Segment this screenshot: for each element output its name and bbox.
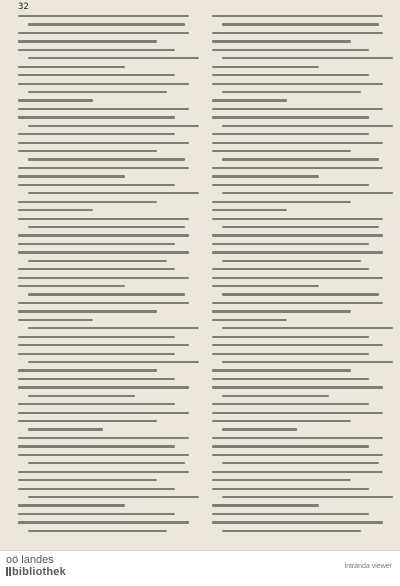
directory-entry xyxy=(18,383,196,391)
directory-entry xyxy=(18,130,196,138)
directory-entry xyxy=(18,113,196,121)
directory-entry xyxy=(212,299,390,307)
right-column xyxy=(212,12,390,535)
directory-entry xyxy=(212,223,390,231)
directory-entry xyxy=(18,333,196,341)
directory-entry xyxy=(18,105,196,113)
directory-entry xyxy=(18,501,196,509)
directory-entry xyxy=(18,240,196,248)
directory-entry xyxy=(18,231,196,239)
directory-entry xyxy=(212,198,390,206)
directory-entry xyxy=(18,88,196,96)
directory-entry xyxy=(212,113,390,121)
directory-entry xyxy=(18,96,196,104)
directory-entry xyxy=(212,324,390,332)
directory-entry xyxy=(18,139,196,147)
directory-entry xyxy=(212,358,390,366)
directory-entry xyxy=(18,442,196,450)
directory-entry xyxy=(18,459,196,467)
directory-entry xyxy=(18,172,196,180)
directory-entry xyxy=(212,139,390,147)
library-logo[interactable] xyxy=(6,554,66,578)
directory-entry xyxy=(18,257,196,265)
directory-entry xyxy=(212,88,390,96)
directory-entry xyxy=(212,442,390,450)
directory-entry xyxy=(212,341,390,349)
directory-entry xyxy=(18,299,196,307)
directory-entry xyxy=(18,282,196,290)
directory-entry xyxy=(212,46,390,54)
directory-entry xyxy=(212,434,390,442)
directory-entry xyxy=(212,248,390,256)
directory-entry xyxy=(18,181,196,189)
directory-entry xyxy=(212,164,390,172)
directory-entry xyxy=(212,518,390,526)
directory-entry xyxy=(212,54,390,62)
directory-entry xyxy=(18,518,196,526)
directory-entry xyxy=(212,333,390,341)
directory-entry xyxy=(18,409,196,417)
directory-entry xyxy=(18,189,196,197)
directory-entry xyxy=(18,307,196,315)
directory-entry xyxy=(212,468,390,476)
directory-entry xyxy=(212,383,390,391)
directory-entry xyxy=(212,105,390,113)
directory-entry xyxy=(18,510,196,518)
left-column xyxy=(18,12,196,535)
directory-entry xyxy=(18,12,196,20)
directory-entry xyxy=(18,147,196,155)
directory-entry xyxy=(212,240,390,248)
directory-entry xyxy=(212,290,390,298)
directory-entry xyxy=(18,485,196,493)
directory-entry xyxy=(212,501,390,509)
directory-entry xyxy=(18,265,196,273)
directory-entry xyxy=(212,307,390,315)
directory-entry xyxy=(212,231,390,239)
directory-entry xyxy=(18,400,196,408)
directory-entry xyxy=(212,12,390,20)
directory-entry xyxy=(212,409,390,417)
directory-entry xyxy=(18,54,196,62)
directory-entry xyxy=(212,189,390,197)
directory-entry xyxy=(212,485,390,493)
directory-entry xyxy=(212,96,390,104)
directory-entry xyxy=(212,206,390,214)
directory-entry xyxy=(18,493,196,501)
footer-bar xyxy=(0,550,400,586)
directory-entry xyxy=(212,215,390,223)
directory-entry xyxy=(18,392,196,400)
directory-entry xyxy=(212,366,390,374)
directory-entry xyxy=(18,20,196,28)
directory-entry xyxy=(18,417,196,425)
directory-entry xyxy=(212,257,390,265)
directory-entry xyxy=(212,130,390,138)
directory-entry xyxy=(212,527,390,535)
directory-entry xyxy=(212,459,390,467)
directory-entry xyxy=(18,63,196,71)
page-number: 32 xyxy=(18,2,29,12)
directory-entry xyxy=(18,324,196,332)
directory-entry xyxy=(212,375,390,383)
directory-entry xyxy=(18,206,196,214)
directory-entry xyxy=(18,290,196,298)
directory-entry xyxy=(212,20,390,28)
directory-entry xyxy=(212,274,390,282)
directory-entry xyxy=(212,155,390,163)
directory-entry xyxy=(18,71,196,79)
library-logo-line1: oö landes xyxy=(6,554,54,566)
directory-entry xyxy=(18,46,196,54)
directory-entry xyxy=(18,366,196,374)
directory-entry xyxy=(18,198,196,206)
directory-entry xyxy=(18,223,196,231)
logo-bar-icon xyxy=(6,567,8,576)
directory-entry xyxy=(212,63,390,71)
directory-entry xyxy=(18,274,196,282)
directory-entry xyxy=(18,425,196,433)
directory-entry xyxy=(18,122,196,130)
directory-entry xyxy=(18,451,196,459)
directory-entry xyxy=(18,316,196,324)
directory-entry xyxy=(212,147,390,155)
directory-entry xyxy=(212,392,390,400)
directory-entry xyxy=(18,215,196,223)
directory-entry xyxy=(212,172,390,180)
directory-entry xyxy=(212,476,390,484)
directory-entry xyxy=(212,350,390,358)
directory-entry xyxy=(212,510,390,518)
directory-entry xyxy=(212,425,390,433)
directory-entry xyxy=(18,155,196,163)
directory-entry xyxy=(18,434,196,442)
viewer-logo[interactable]: intranda viewer xyxy=(344,563,392,570)
directory-entry xyxy=(18,527,196,535)
directory-entry xyxy=(18,476,196,484)
directory-entry xyxy=(212,493,390,501)
library-logo-line2: bibliothek xyxy=(12,566,66,578)
directory-entry xyxy=(212,181,390,189)
directory-entry xyxy=(18,341,196,349)
directory-entry xyxy=(212,316,390,324)
directory-entry xyxy=(212,265,390,273)
directory-entry xyxy=(212,451,390,459)
directory-entry xyxy=(212,400,390,408)
directory-entry xyxy=(212,37,390,45)
directory-entry xyxy=(18,350,196,358)
directory-entry xyxy=(18,80,196,88)
directory-entry xyxy=(18,164,196,172)
directory-entry xyxy=(212,29,390,37)
directory-entry xyxy=(18,37,196,45)
directory-entry xyxy=(212,122,390,130)
directory-entry xyxy=(18,375,196,383)
logo-bar-icon xyxy=(9,567,11,576)
directory-entry xyxy=(18,29,196,37)
directory-entry xyxy=(18,358,196,366)
directory-entry xyxy=(212,71,390,79)
directory-entry xyxy=(18,468,196,476)
directory-entry xyxy=(18,248,196,256)
directory-entry xyxy=(212,417,390,425)
directory-entry xyxy=(212,80,390,88)
directory-entry xyxy=(212,282,390,290)
